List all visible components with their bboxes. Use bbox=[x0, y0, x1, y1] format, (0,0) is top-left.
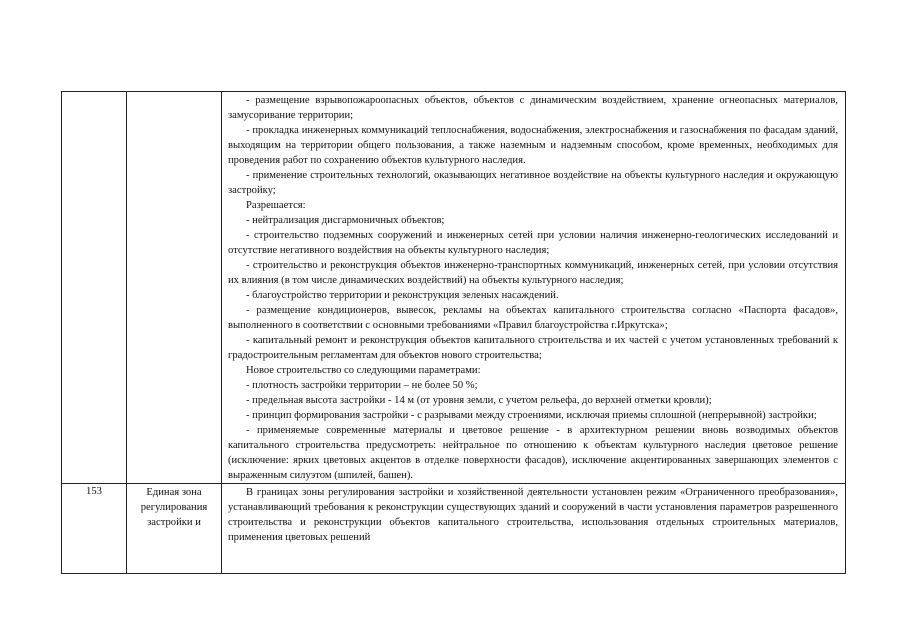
paragraph: - предельная высота застройки - 14 м (от уровня земли, с учетом рельефа, до верхней отметки кровли); bbox=[246, 395, 712, 406]
paragraph: - благоустройство территории и реконструкция зеленых насаждений. bbox=[246, 290, 559, 301]
zone-name-cell bbox=[127, 92, 222, 484]
table-row bbox=[62, 484, 846, 574]
paragraph: - строительство и реконструкция объектов инженерно-транспортных коммуникаций, инженерных сетей, при условии отсутствия их влияния (в том числе динамических воздействий) на объекты культурного наследия; bbox=[228, 260, 838, 286]
paragraph: - размещение взрывопожароопасных объектов, объектов с динамическим воздействием, хранение огнеопасных материалов, замусоривание территории; bbox=[228, 95, 838, 121]
paragraph: Разрешается: bbox=[246, 200, 306, 211]
paragraph: - капитальный ремонт и реконструкция объектов капитального строительства и их частей с учетом установленных требований к градостроительным регламентам для объектов нового строительства; bbox=[228, 335, 838, 361]
cropped-text-block bbox=[228, 485, 838, 573]
row-number-cell bbox=[62, 92, 127, 484]
zone-name-cell: Единая зона регулирования застройки и bbox=[127, 484, 222, 574]
paragraph: - принцип формирования застройки - с разрывами между строениями, исключая приемы сплошной (непрерывной) застройки; bbox=[246, 410, 817, 421]
paragraph: - строительство подземных сооружений и инженерных сетей при условии наличия инженерно-геологических исследований и отсутствие негативного воздействия на объекты культурного наследия; bbox=[228, 230, 838, 256]
paragraph: - применение строительных технологий, оказывающих негативное воздействие на объекты культурного наследия и окружающую застройку; bbox=[228, 170, 838, 196]
regulations-table bbox=[61, 91, 846, 574]
paragraph: - нейтрализация дисгармоничных объектов; bbox=[246, 215, 445, 226]
paragraph: - плотность застройки территории – не более 50 %; bbox=[246, 380, 478, 391]
table-row bbox=[62, 92, 846, 484]
requirements-cell bbox=[222, 92, 846, 484]
row-number-cell: 153 bbox=[62, 484, 127, 574]
paragraph: Новое строительство со следующими параметрами: bbox=[246, 365, 481, 376]
paragraph: В границах зоны регулирования застройки и хозяйственной деятельности установлен режим «Ограниченного преобразования», устанавливающий требования к реконструкции существующих зданий и сооружений в части установления параметров разрешенного строительства и реконструкции объектов капитального строительства, использования отдельных строительных материалов, применения цветовых решений bbox=[228, 487, 838, 543]
paragraph: - размещение кондиционеров, вывесок, рекламы на объектах капитального строительства согласно «Паспорта фасадов», выполненного в соответствии с основными требованиями «Правил благоустройства г.Иркутска»; bbox=[228, 305, 838, 331]
requirements-cell bbox=[222, 484, 846, 574]
paragraph: - применяемые современные материалы и цветовое решение - в архитектурном решении вновь возводимых объектов капитального строительства предусмотреть: нейтральное по отношению к объектам культурного наследия цветовое решение (исключение: ярких цветовых акцентов в отделке поверхности фасадов), исключение акцентированных завершающих элементов с выраженным силуэтом (шпилей, башен). bbox=[228, 425, 838, 481]
paragraph: - прокладка инженерных коммуникаций теплоснабжения, водоснабжения, электроснабжения и газоснабжения по фасадам зданий, выходящим на территории общего пользования, а также наземным и надземным способом, кроме временных, необходимых для проведения работ по сохранению объектов культурного наследия. bbox=[228, 125, 838, 166]
